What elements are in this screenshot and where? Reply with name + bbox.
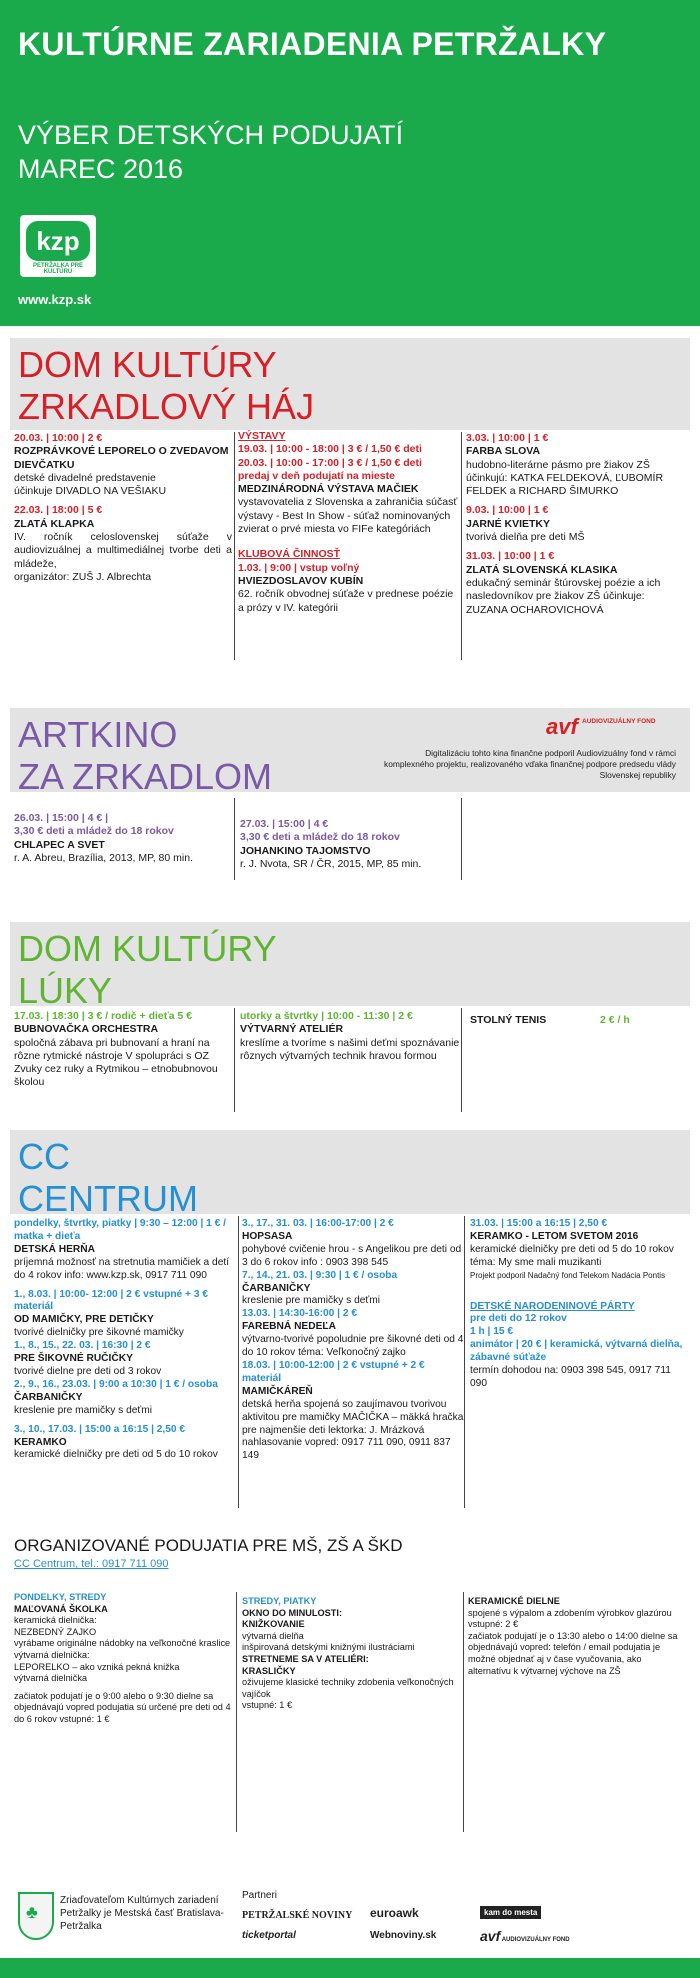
subtitle xyxy=(18,118,403,186)
luky-col2: utorky a štvrtky | 10:00 - 11:30 | 2 € VÝTVARNÝ ATELIÉR kreslíme a tvoríme s našimi deťmi spoznávanie rôznych výtvarných technik hravou formou xyxy=(240,1010,460,1062)
divider xyxy=(236,1592,237,1832)
luky-col1: 17.03. | 18:30 | 3 € / rodič + dieťa 5 € BUBNOVAČKA ORCHESTRA spoločná zábava pri bubnovaní a hraní na rôzne rytmické nástroje V spolupráci s OZ Zvuky cez ruky a Rytmikou – etnobubnovou školou xyxy=(14,1010,218,1089)
subtitle-line2: MAREC 2016 xyxy=(18,154,184,184)
divider xyxy=(463,1592,464,1832)
kzp-logo xyxy=(20,215,96,277)
partners-label: Partneri xyxy=(242,1890,278,1901)
fund-note: Digitalizáciu tohto kina finančne podporil Audiovizuálny fond v rámci komplexného projektu, realizovaného vďaka finančnej podpore predsedu vlády Slovenskej republiky xyxy=(384,748,676,780)
section-band-dk-luky xyxy=(10,922,690,1011)
divider xyxy=(234,1008,235,1112)
cc-col2: 3., 17., 31. 03. | 16:00-17:00 | 2 € HOPSASA pohybové cvičenie hrou - s Angelikou pre deti od 3 do 6 rokov info : 0903 398 545 7., 14., 21. 03. | 9:30 | 1 € / osoba ČARBANIČKY kreslenie pre mamičky s deťmi 13.03. | 14:30-16:00 | 2 € FAREBNÁ NEDEĽA výtvarno-tvorivé popoludnie pre šikovné deti od 4 do 10 rokov téma: Veľkonočný zajko 18.03. | 10:00-12:00 | 2 € vstupné + 2 € materiál MAMIČKÁREŇ detská herňa spojená so zaujímavou tvorivou aktivitou pre mamičky MAČIČKA – mäkká hračka pre najmenšie deti lektorka: J. Mrázková nahlasovanie vopred: 0917 711 090, 0911 837 149 xyxy=(242,1218,464,1462)
cc-col1: pondelky, štvrtky, piatky | 9:30 – 12:00 | 1 € / matka + dieťa DETSKÁ HERŇA príjemná možnosť na stretnutia mamičiek a detí do 4 rokov info: www.kzp.sk, 0917 711 090 1., 8.03. | 10:00- 12:00 | 2 € vstupné + 3 € materiál OD MAMIČKY, PRE DETIČKY tvorivé dielničky pre šikovné mamičky 1., 8., 15., 22. 03. | 16:30 | 2 € PRE ŠIKOVNÉ RUČIČKY tvorivé dielne pre deti od 3 rokov 2., 9., 16., 23.03. | 9:00 a 10:30 | 1 € / osoba ČARBANIČKY kreslenie pre mamičky s deťmi 3., 10., 17.03. | 15:00 a 16:15 | 2,50 € KERAMKO keramické dielničky pre deti od 5 do 10 rokov xyxy=(14,1218,230,1461)
org-col1: PONDELKY, STREDY MAĽOVANÁ ŠKOLKA keramická dielnička: NEZBEDNÝ ZAJKO vyrábame originálne nádobky na veľkonočné kraslice výtvarná dielnička: LEPORELKO – ako vzniká pekná knižka výtvarná dielnička začiatok podujatí je o 9:00 alebo o 9:30 dielne sa objednávajú vopred podujatia sú určené pre deti od 4 do 6 rokov vstupné: 1 € xyxy=(14,1592,231,1724)
divider xyxy=(238,1216,239,1508)
divider xyxy=(461,1008,462,1112)
luky-col3: STOLNÝ TENIS 2 € / h xyxy=(470,1014,630,1026)
partner-ticketportal: ticketportal xyxy=(242,1930,296,1941)
org-col2: STREDY, PIATKY OKNO DO MINULOSTI: KNIŽKOVANIE výtvarná dielňa inšpirovaná detskými knižnými ilustráciami STRETNEME SA V ATELIÉRI: KRASLIČKY oživujeme klasické techniky zdobenia veľkonočných vajíčok vstupné: 1 € xyxy=(242,1596,454,1711)
org-contact-link[interactable]: CC Centrum, tel.: 0917 711 090 xyxy=(14,1558,169,1570)
partner-kam-do-mesta: kam do mesta xyxy=(480,1906,541,1919)
fund-logo-icon: avf xyxy=(546,714,578,739)
section-title: CC CENTRUM xyxy=(18,1136,198,1219)
partner-euroawk: euroawk xyxy=(370,1906,419,1920)
subtitle-line1: VÝBER DETSKÝCH PODUJATÍ xyxy=(18,120,404,150)
artkino-movie1: 26.03. | 15:00 | 4 € | 3,30 € deti a mládež do 18 rokov CHLAPEC A SVET r. A. Abreu, Brazília, 2013, MP, 80 min. xyxy=(14,812,193,864)
founder-note: Zriaďovateľom Kultúrnych zariadení Petržalky je Mestská časť Bratislava-Petržalka xyxy=(60,1895,224,1932)
cc-col3: 31.03. | 15:00 a 16:15 | 2,50 € KERAMKO - LETOM SVETOM 2016 keramické dielničky pre deti od 5 do 10 rokov téma: My sme mali muzikanti Projekt podporil Nadačný fond Telekom Nadácia Pontis DETSKÉ NARODENINOVÉ PÁRTY pre deti do 12 rokov 1 h | 15 € animátor | 20 € | keramická, výtvarná dielňa, zábavné súťaže termín dohodou na: 0903 398 545, 0917 711 090 xyxy=(470,1218,683,1389)
footer-bar xyxy=(0,1958,700,1978)
divider xyxy=(461,798,462,880)
section-band-cc xyxy=(10,1130,690,1219)
divider xyxy=(234,432,235,660)
website-link[interactable]: www.kzp.sk xyxy=(18,292,92,307)
divider xyxy=(464,1216,465,1508)
dk-zh-col3: 3.03. | 10:00 | 1 € FARBA SLOVA hudobno-literárne pásmo pre žiakov ZŠ účinkujú: KATKA FELDEKOVÁ, ĽUBOMÍR FELDEK a RICHARD ŠIMURKO 9.03. | 10:00 | 1 € JARNÉ KVIETKY tvorivá dielňa pre deti MŠ 31.03. | 10:00 | 1 € ZLATÁ SLOVENSKÁ KLASIKA edukačný seminár štúrovskej poézie a ich nasledovníkov pre žiakov ZŠ účinkuje: ZUZANA OCHAROVICHOVÁ xyxy=(466,432,664,616)
partner-petrzalske-noviny: PETRŽALSKÉ NOVINY xyxy=(242,1910,353,1921)
partner-webnoviny: Webnoviny.sk xyxy=(370,1930,437,1941)
section-title: DOM KULTÚRY ZRKADLOVÝ HÁJ xyxy=(18,344,315,427)
section-band-dk-zh xyxy=(10,338,690,430)
fund-logo: avf AUDIOVIZUÁLNY FOND xyxy=(546,714,656,739)
partner-avf: avf AUDIOVIZUÁLNY FOND xyxy=(480,1928,570,1944)
petrzalka-crest-icon: ♣ xyxy=(18,1892,54,1940)
header xyxy=(0,0,700,326)
org-col3: KERAMICKÉ DIELNE spojené s výpalom a zdobením výrobkov glazúrou vstupné: 2 € začiatok podujatí je o 13:30 alebo o 14:00 dielne sa objednávajú vopred: telefón / email podujatia je možné objednať aj v čase vyučovania, ako alternatívu k výtvarnej výchove na ZŠ xyxy=(468,1596,678,1676)
org-section-title: ORGANIZOVANÉ PODUJATIA PRE MŠ, ZŠ A ŠKD xyxy=(14,1536,403,1555)
dk-zh-col1: 20.03. | 10:00 | 2 € ROZPRÁVKOVÉ LEPORELO O ZVEDAVOM DIEVČATKU detské divadelné predstavenie účinkuje DIVADLO NA VEŠIAKU 22.03. | 18:00 | 5 € ZLATÁ KLAPKA IV. ročník celoslovenskej súťaže v audiovizuálnej a multimediálnej tvorbe deti a mládeže, organizátor: ZUŠ J. Albrechta xyxy=(14,432,232,583)
org-title: KULTÚRNE ZARIADENIA PETRŽALKY xyxy=(18,26,607,62)
section-title: DOM KULTÚRY LÚKY xyxy=(18,928,277,1011)
divider xyxy=(234,798,235,880)
logo-text: kzp xyxy=(26,221,90,261)
logo-tag: PETRŽALKA PRE KULTÚRU xyxy=(32,263,84,275)
artkino-movie2: 27.03. | 15:00 | 4 € 3,30 € deti a mládež do 18 rokov JOHANKINO TAJOMSTVO r. J. Nvota, SR / ČR, 2015, MP, 85 min. xyxy=(240,818,422,870)
divider xyxy=(461,432,462,660)
section-band-artkino xyxy=(10,708,690,797)
dk-zh-col2: VÝSTAVY 19.03. | 10:00 - 18:00 | 3 € / 1,50 € deti 20.03. | 10:00 - 17:00 | 3 € / 1,50 € deti predaj v deň podujatí na mieste MEDZINÁRODNÁ VÝSTAVA MAČIEK vystavovatelia z Slovenska a zahraničia súčasť výstavy - Best In Show - súťaž nominovaných zvierat o prvé miesta vo FIFe kategóriách KLUBOVÁ ČINNOSŤ 1.03. | 9:00 | vstup voľný HVIEZDOSLAVOV KUBÍN 62. ročník obvodnej súťaže v prednese poézie a prózy v IV. kategórii xyxy=(238,430,458,614)
section-title: ARTKINO ZA ZRKADLOM xyxy=(18,714,273,797)
avf-logo-icon: avf xyxy=(480,1928,501,1944)
